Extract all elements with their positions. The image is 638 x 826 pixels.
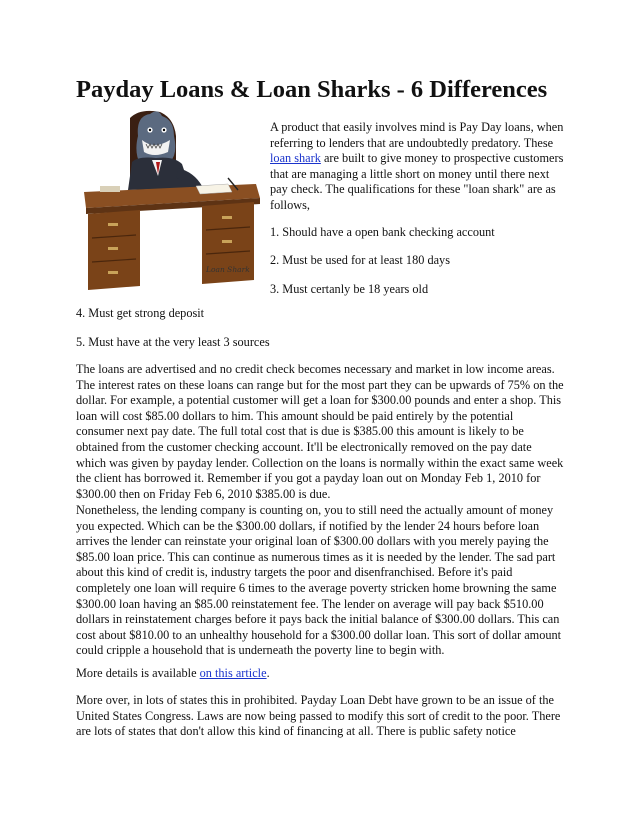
body-paragraph-4	[76, 693, 564, 740]
requirement-2: 2. Must be used for at least 180 days	[270, 253, 450, 268]
requirement-5: 5. Must have at the very least 3 sources	[76, 335, 270, 349]
body-paragraph-2-text: Nonetheless, the lending company is counting on, you to still need the actually amount of money you expected. Which can be the $300.00 dollars, if notified by the lender 24 hours before loan arrives the lender can reinstate your original loan of $300.00 dollars with you merely paying the $85.00 loan price. This can continue as numerous times as it is needed by the lender. The sad part about this kind of credit is, industry targets the poor and disenfranchised. Before it's paid completely one loan will require 6 times to the average poverty stricken home browning the same $300.00 loan having an $85.00 reinstatement fee. The lender on average will pay back $510.00 dollars in reinstatement charges before it pays back the initial balance of $300.00 dollars. This can cost about $810.00 to an unhealthy household for a $300.00 dollar loan. This sort of dollar amount could cripple a household that is underneath the poverty line to begin with.	[76, 503, 562, 658]
loan-shark-illustration	[78, 106, 264, 294]
body-paragraph-1	[76, 362, 564, 502]
intro-column	[270, 120, 570, 310]
requirement-4: 4. Must get strong deposit	[76, 306, 205, 320]
body-paragraph-2	[76, 503, 564, 659]
illustration-caption: Loan Shark	[206, 265, 250, 274]
more-details-period: .	[266, 666, 270, 680]
intro-text-before: A product that easily involves mind is Pay Day loans, when referring to lenders that are undoubtedly predatory. These	[270, 120, 564, 150]
body-paragraph-4-text: More over, in lots of states this in prohibited. Payday Loan Debt have grown to be an issue of the United States Congress. Laws are now being passed to modify this sort of credit to the poor. There are lots of states that don't allow this kind of financing at all. There is public safety notice	[76, 693, 561, 739]
page-title: Payday Loans & Loan Sharks - 6 Differences	[76, 76, 548, 103]
more-details-paragraph	[76, 666, 564, 682]
intro-text-after: are built to give money to prospective customers that are managing a little short on money until there next pay check. The qualifications for these "loan shark" are as follows,	[270, 151, 564, 212]
requirement-1: 1. Should have a open bank checking account	[270, 224, 495, 239]
more-details-text: More details is available	[76, 666, 200, 680]
body-paragraph-1-text: The loans are advertised and no credit check becomes necessary and market in low income areas. The interest rates on these loans can range but for the most part they can be upwards of 75% on the dollar. For example, a potential customer will get a loan for $300.00 pounds and enter a shop. This loan will cost $85.00 dollars to him. This amount should be paid entirely by the potential consumer next pay date. The full total cost that is due is $385.00 this amount is likely to be obtained from the customer checking account. It'll be electronically removed on the pay date which was given by payday lender. Collection on the loans is normally within the exact same week the client has borrowed it. Remember if you got a payday loan out on Monday Feb 1, 2010 for $300.00 then on Friday Feb 6, 2010 $385.00 is due.	[76, 362, 564, 501]
article-link[interactable]: on this article	[199, 666, 267, 680]
intro-paragraph	[270, 120, 570, 214]
requirement-3: 3. Must certanly be 18 years old	[270, 281, 429, 296]
loan-shark-link[interactable]: loan shark	[270, 151, 321, 166]
